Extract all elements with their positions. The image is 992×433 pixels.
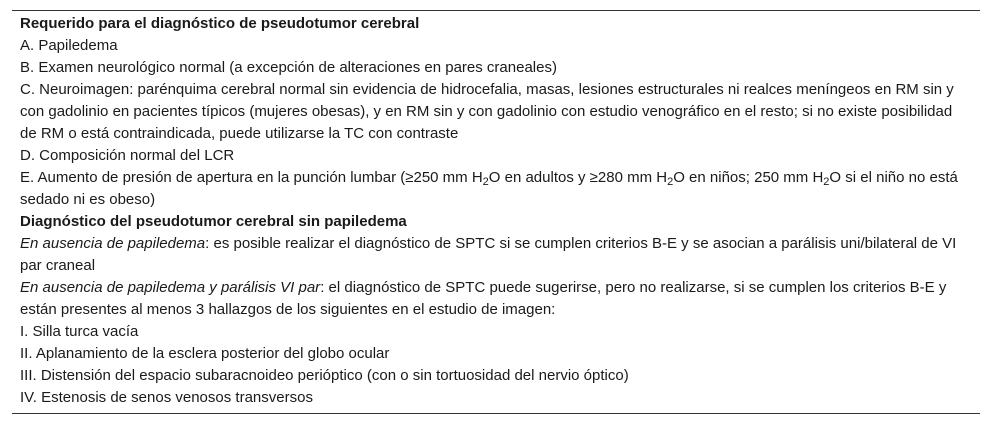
finding-iv: IV. Estenosis de senos venosos transversos xyxy=(20,389,313,406)
criterion-e-subscript-1: 2 xyxy=(482,176,489,188)
criterion-c: C. Neuroimagen: parénquima cerebral normal sin evidencia de hidrocefalia, masas, lesiones estructurales ni realces meníngeos en RM sin y con gadolinio en pacientes típicos (mujeres obesas), y en RM sin y con gadolinio con estudio venográfico en el resto; si no existe posibilidad de RM o está contraindicada, puede utilizarse la TC con contraste xyxy=(20,81,954,142)
criterion-e-subscript-3: 2 xyxy=(823,176,830,188)
criterion-e-subscript-2: 2 xyxy=(667,176,674,188)
finding-i: I. Silla turca vacía xyxy=(20,323,139,340)
paragraph-no-vi-palsy-text: : el diagnóstico de SPTC puede sugerirse, pero no realizarse, si se cumplen los criterios B-E y están presentes al menos 3 hallazgos de los siguientes en el estudio de imagen: xyxy=(20,279,947,318)
criterion-a: A. Papiledema xyxy=(20,37,118,54)
paragraph-no-papilledema-no-vi-palsy xyxy=(12,277,980,321)
finding-iii: III. Distensión del espacio subaracnoideo perióptico (con o sin tortuosidad del nervio óptico) xyxy=(20,367,629,384)
criterion-e-text-1: E. Aumento de presión de apertura en la punción lumbar (≥250 mm H xyxy=(20,169,483,186)
criterion-d: D. Composición normal del LCR xyxy=(20,147,235,164)
finding-ii: II. Aplanamiento de la esclera posterior del globo ocular xyxy=(20,345,390,362)
section-heading-required: Requerido para el diagnóstico de pseudotumor cerebral xyxy=(20,15,420,32)
criterion-e-text-2: O en adultos y ≥280 mm H xyxy=(488,169,668,186)
criterion-b: B. Examen neurológico normal (a excepción de alteraciones en pares craneales) xyxy=(20,59,557,76)
criterion-e-text-4: O si el niño no está sedado ni es obeso) xyxy=(20,169,958,208)
criterion-e xyxy=(12,167,980,211)
paragraph-no-papilledema xyxy=(12,233,980,277)
criteria-table xyxy=(12,10,980,414)
criterion-e-text-3: O en niños; 250 mm H xyxy=(673,169,824,186)
section-heading-no-papilledema: Diagnóstico del pseudotumor cerebral sin papiledema xyxy=(20,213,407,230)
paragraph-no-papilledema-text: : es posible realizar el diagnóstico de SPTC si se cumplen criterios B-E y se asocian a parálisis uni/bilateral de VI par craneal xyxy=(20,235,957,274)
paragraph-no-vi-palsy-italic: En ausencia de papiledema y parálisis VI par xyxy=(20,279,321,296)
paragraph-no-papilledema-italic: En ausencia de papiledema xyxy=(20,235,206,252)
